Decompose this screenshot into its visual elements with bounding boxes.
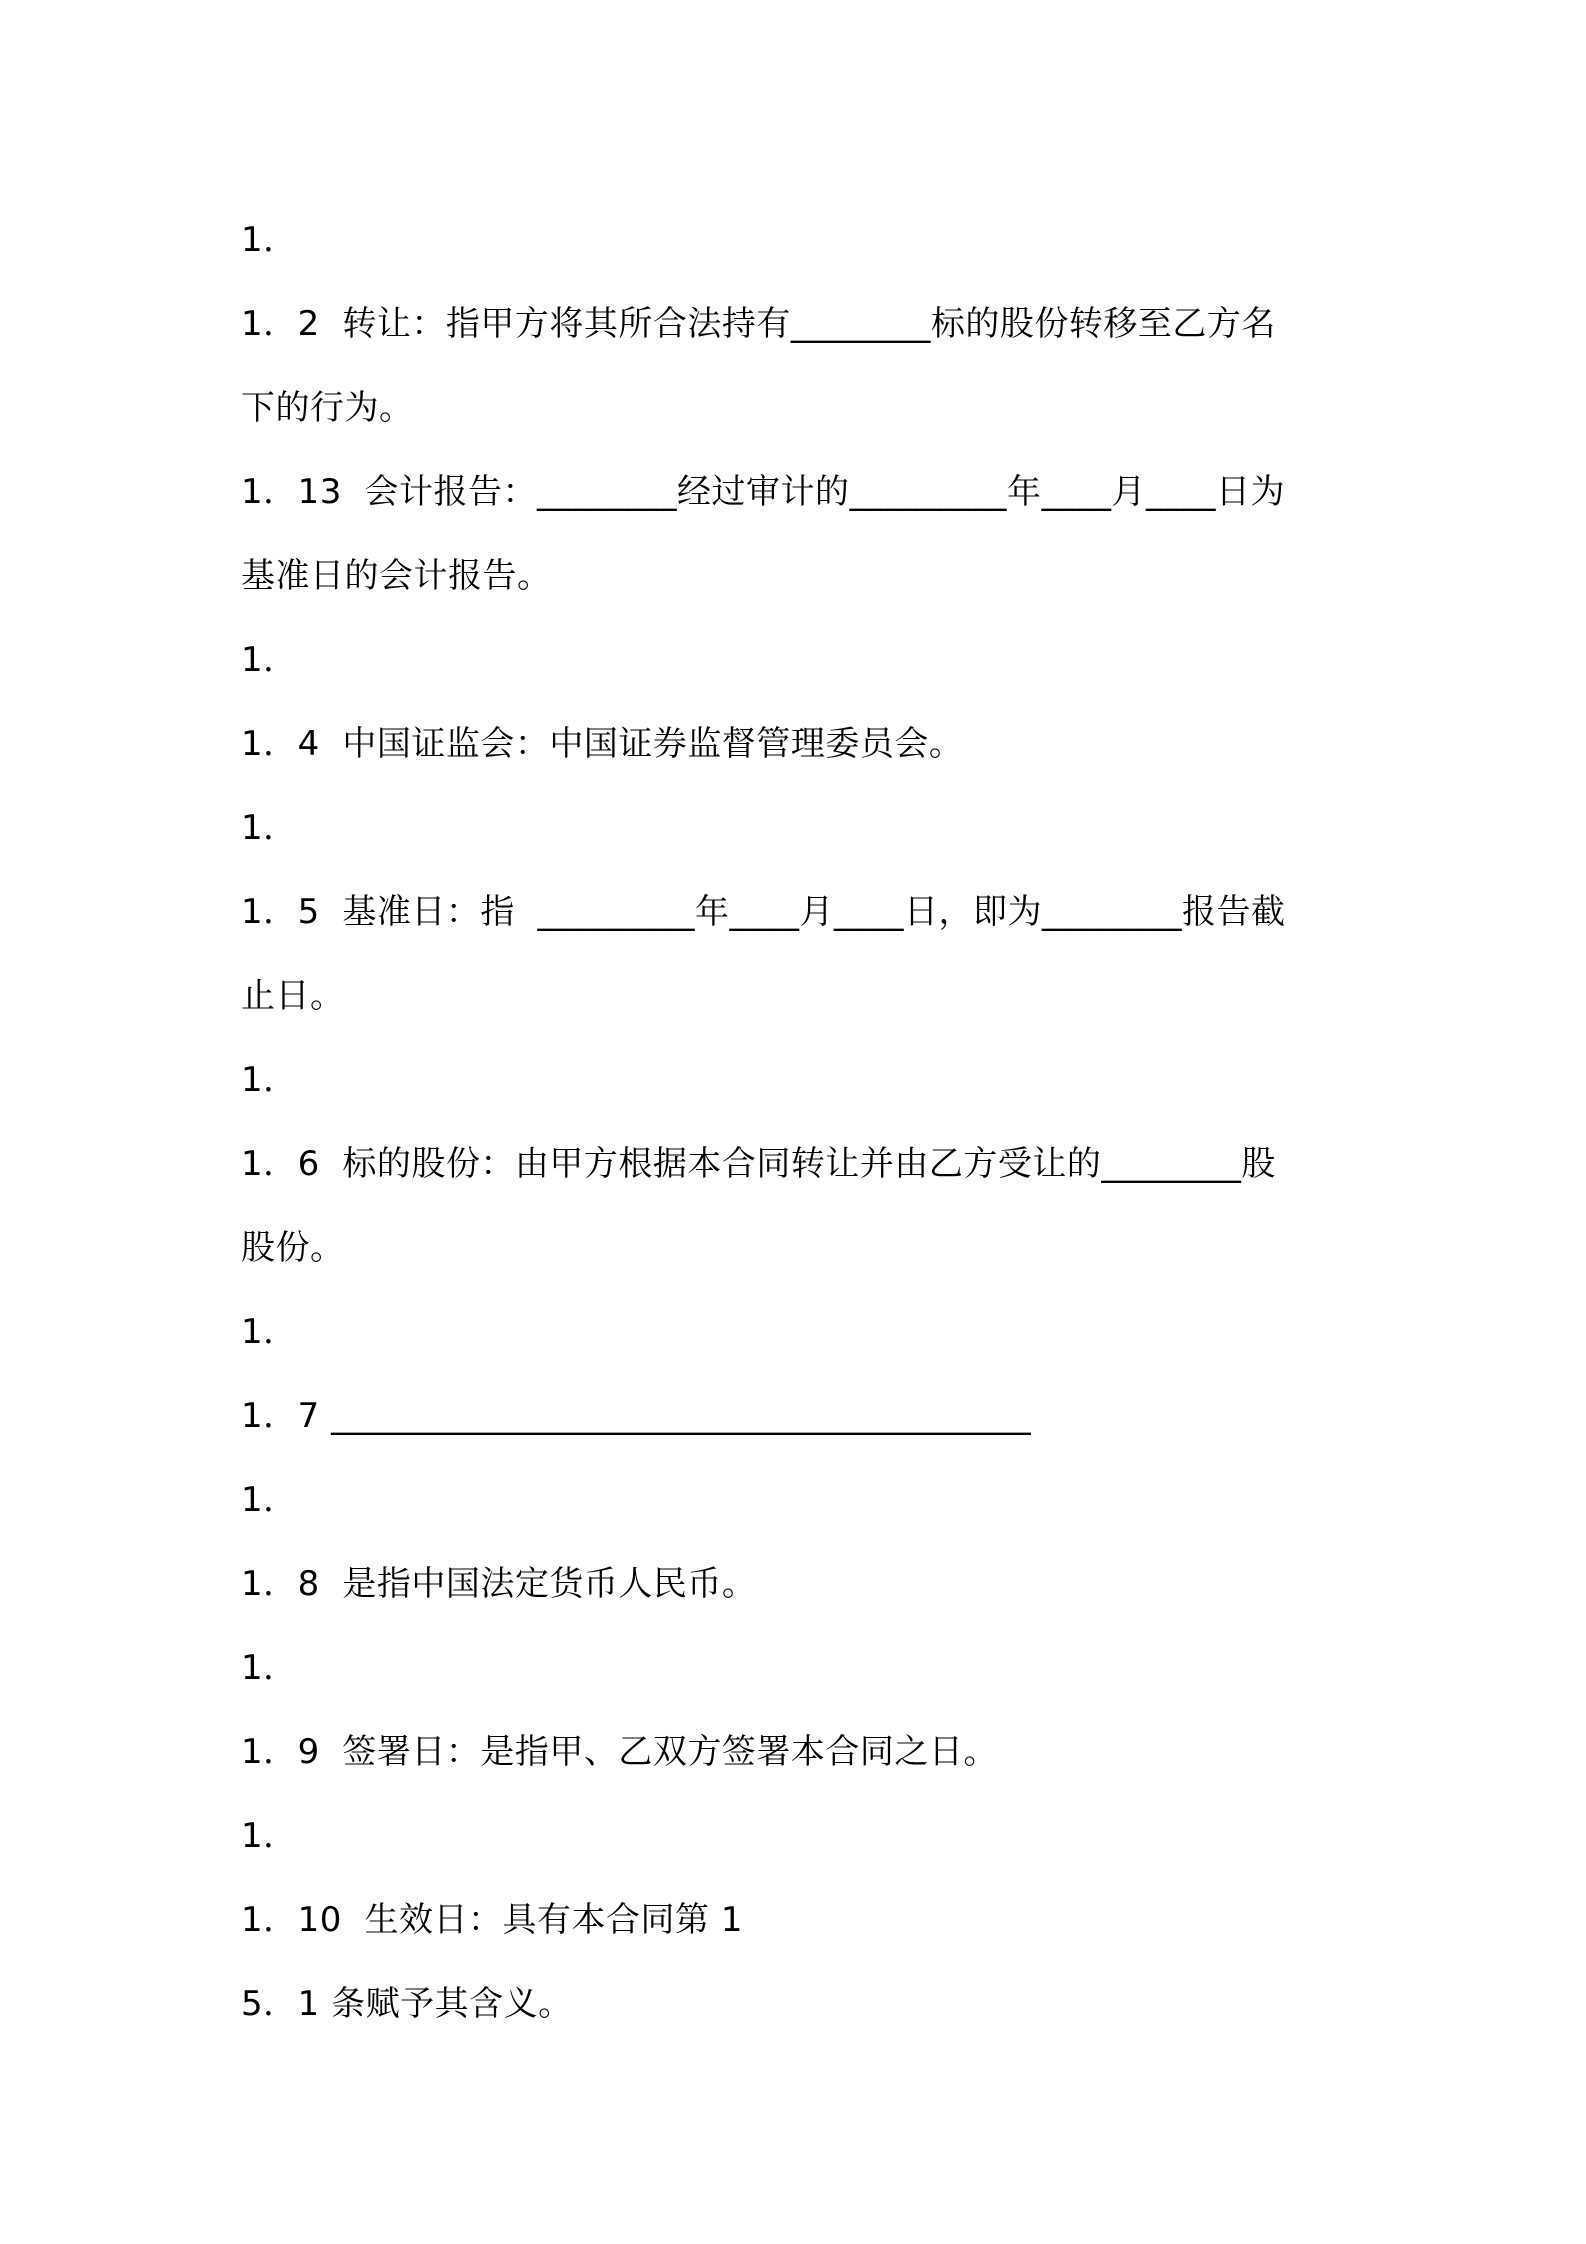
text-line: 1． [241, 640, 298, 680]
text-line: 1．6 标的股份：由甲方根据本合同转让并由乙方受让的________股 [241, 1144, 1276, 1184]
text-line: 1．8 是指中国法定货币人民币。 [241, 1564, 757, 1604]
text-line: 1．5 基准日：指 _________年____月____日，即为________报告截 [241, 892, 1286, 932]
text-line: 5．1 条赋予其含义。 [241, 1984, 573, 2024]
text-line: 1． [241, 1312, 298, 1352]
text-line: 1．2 转让：指甲方将其所合法持有________标的股份转移至乙方名 [241, 304, 1276, 344]
text-line: 下的行为。 [241, 388, 414, 428]
document-body [241, 198, 1361, 2046]
text-line: 1．4 中国证监会：中国证券监督管理委员会。 [241, 724, 964, 764]
text-line: 1． [241, 808, 298, 848]
text-line: 1． [241, 1816, 298, 1856]
text-line: 1． [241, 1060, 298, 1100]
text-line: 基准日的会计报告。 [241, 556, 552, 596]
text-line: 1． [241, 220, 298, 260]
text-line: 1．7 ________________________________________ [241, 1396, 1032, 1436]
text-line: 1．13 会计报告：________经过审计的_________年____月____日为 [241, 472, 1286, 512]
text-line: 1．9 签署日：是指甲、乙双方签署本合同之日。 [241, 1732, 998, 1772]
text-line: 股份。 [241, 1228, 345, 1268]
text-line: 1．10 生效日：具有本合同第 1 [241, 1900, 743, 1940]
text-line: 止日。 [241, 976, 345, 1016]
text-line: 1． [241, 1480, 298, 1520]
text-line: 1． [241, 1648, 298, 1688]
